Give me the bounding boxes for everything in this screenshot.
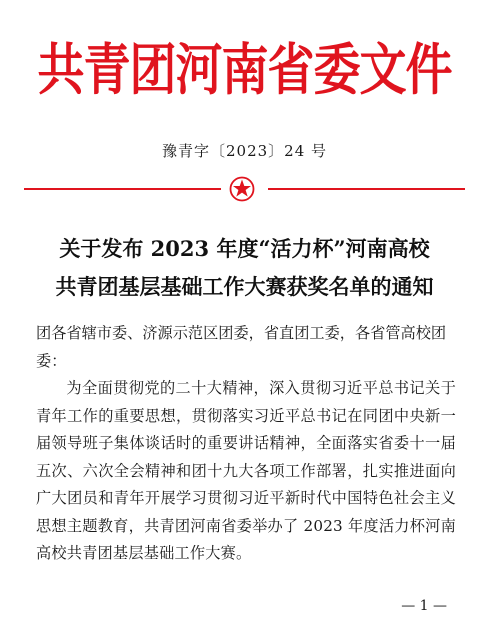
document-number: 豫青字〔2023〕24 号 <box>161 142 328 160</box>
red-rule-right <box>268 188 465 190</box>
star-icon <box>229 176 255 202</box>
page-number: — 1 — <box>401 598 447 614</box>
notice-title-line-1: 关于发布 2023 年度“活力杯”河南高校 <box>59 236 430 261</box>
notice-title-line-2: 共青团基层基础工作大赛获奖名单的通知 <box>55 274 434 299</box>
body-paragraph: 为全面贯彻党的二十大精神，深入贯彻习近平总书记关于青年工作的重要思想，贯彻落实习近平总书记在同团中央新一届领导班子集体谈话时的重要讲话精神，全面落实省委十一届五次、六次全会精神和团十九大各项工作部署，扎实推进面向广大团员和青年开展学习贯彻习近平新时代中国特色社会主义思想主题教育，共青团河南省委举办了 2023 年度活力杯河南高校共青团基层基础工作大赛。 <box>36 379 456 562</box>
red-rule-left <box>24 188 221 190</box>
masthead-title: 共青团河南省委文件 <box>37 38 452 104</box>
addressee-text: 团各省辖市委、济源示范区团委，省直团工委，各省管高校团委： <box>36 324 447 370</box>
